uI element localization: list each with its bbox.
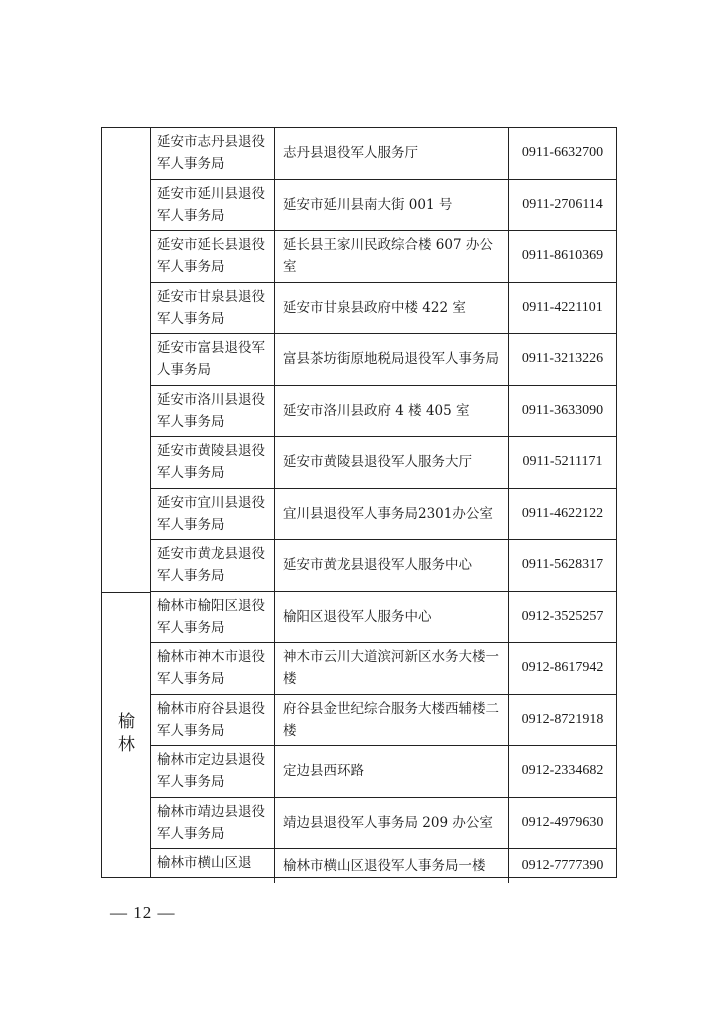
table-row bbox=[151, 540, 616, 592]
phone-cell bbox=[509, 180, 616, 231]
phone-cell-text: 0912-7777390 bbox=[521, 858, 604, 873]
address-cell-text: 延安市洛川县政府 4 楼 405 室 bbox=[283, 402, 470, 419]
phone-cell-text: 0911-5211171 bbox=[522, 454, 603, 470]
table-row bbox=[151, 180, 616, 232]
office-name-cell-text: 延安市富县退役军人事务局 bbox=[157, 340, 265, 378]
address-cell bbox=[275, 798, 509, 849]
phone-cell-text: 0912-8721918 bbox=[521, 711, 604, 727]
phone-cell-text: 0911-4622122 bbox=[521, 505, 604, 521]
phone-cell bbox=[509, 592, 616, 643]
office-name-cell bbox=[151, 643, 275, 694]
office-name-cell-text: 延安市黄陵县退役军人事务局 bbox=[157, 443, 265, 481]
address-cell-text: 神木市云川大道滨河新区水务大楼一楼 bbox=[283, 649, 499, 688]
address-cell-text: 宜川县退役军人事务局2301办公室 bbox=[283, 505, 493, 522]
office-name-cell bbox=[151, 540, 275, 591]
address-cell-text: 靖边县退役军人事务局 209 办公室 bbox=[283, 814, 493, 831]
region-char: 榆 bbox=[118, 712, 135, 732]
table-row bbox=[151, 386, 616, 438]
table-row bbox=[151, 283, 616, 335]
table-row bbox=[151, 128, 616, 180]
address-cell bbox=[275, 540, 509, 591]
office-name-cell bbox=[151, 128, 275, 179]
phone-cell-text: 0912-8617942 bbox=[521, 660, 604, 676]
address-cell bbox=[275, 746, 509, 797]
address-cell-text: 延安市延川县南大街 001 号 bbox=[283, 196, 453, 213]
table-row bbox=[151, 798, 616, 850]
table-rows bbox=[151, 128, 616, 883]
office-name-cell-text: 延安市延川县退役军人事务局 bbox=[157, 185, 265, 224]
phone-cell bbox=[509, 695, 616, 746]
phone-cell bbox=[509, 798, 616, 849]
phone-cell-text: 0911-3213226 bbox=[521, 351, 604, 367]
office-name-cell bbox=[151, 489, 275, 540]
phone-cell-text: 0912-3525257 bbox=[521, 608, 604, 624]
office-name-cell-text: 榆林市榆阳区退役军人事务局 bbox=[157, 597, 265, 636]
phone-cell-text: 0912-4979630 bbox=[521, 814, 604, 830]
phone-cell bbox=[509, 489, 616, 540]
office-name-cell bbox=[151, 746, 275, 797]
office-name-cell-text: 延安市志丹县退役军人事务局 bbox=[157, 134, 265, 172]
office-name-cell bbox=[151, 798, 275, 849]
table-row bbox=[151, 489, 616, 541]
address-cell-text: 富县茶坊街原地税局退役军人事务局 bbox=[283, 351, 499, 368]
address-cell bbox=[275, 386, 509, 437]
region-divider bbox=[102, 592, 151, 593]
address-cell bbox=[275, 334, 509, 385]
table-row bbox=[151, 334, 616, 386]
phone-cell-text: 0911-4221101 bbox=[522, 299, 603, 315]
address-cell-text: 延长县王家川民政综合楼 607 办公室 bbox=[283, 237, 493, 276]
address-cell bbox=[275, 180, 509, 231]
address-cell bbox=[275, 695, 509, 746]
phone-cell-text: 0912-2334682 bbox=[521, 763, 604, 779]
phone-cell bbox=[509, 231, 616, 282]
phone-cell-text: 0911-2706114 bbox=[522, 196, 603, 212]
table-row bbox=[151, 849, 616, 883]
office-name-cell-text: 延安市延长县退役军人事务局 bbox=[157, 237, 265, 275]
office-name-cell-text: 延安市洛川县退役军人事务局 bbox=[157, 391, 265, 430]
page-number: — 12 — bbox=[110, 903, 176, 922]
address-cell bbox=[275, 437, 509, 488]
address-cell bbox=[275, 643, 509, 694]
address-cell bbox=[275, 489, 509, 540]
table-row bbox=[151, 592, 616, 644]
phone-cell bbox=[509, 746, 616, 797]
table-row bbox=[151, 746, 616, 798]
office-name-cell bbox=[151, 283, 275, 334]
phone-cell-text: 0911-3633090 bbox=[521, 402, 604, 418]
phone-cell bbox=[509, 334, 616, 385]
address-cell bbox=[275, 592, 509, 643]
contact-table bbox=[101, 127, 617, 878]
table-row bbox=[151, 643, 616, 695]
phone-cell bbox=[509, 128, 616, 179]
address-cell-text: 府谷县金世纪综合服务大楼西辅楼二楼 bbox=[283, 700, 499, 739]
phone-cell bbox=[509, 386, 616, 437]
phone-cell bbox=[509, 540, 616, 591]
office-name-cell-text: 延安市甘泉县退役军人事务局 bbox=[157, 288, 265, 327]
table-row bbox=[151, 231, 616, 283]
address-cell bbox=[275, 849, 509, 883]
table-row bbox=[151, 437, 616, 489]
office-name-cell-text: 榆林市靖边县退役军人事务局 bbox=[157, 803, 265, 842]
address-cell bbox=[275, 231, 509, 282]
office-name-cell bbox=[151, 849, 275, 883]
office-name-cell bbox=[151, 334, 275, 385]
address-cell bbox=[275, 283, 509, 334]
office-name-cell bbox=[151, 231, 275, 282]
office-name-cell bbox=[151, 386, 275, 437]
office-name-cell bbox=[151, 437, 275, 488]
office-name-cell-text: 榆林市神木市退役军人事务局 bbox=[157, 649, 265, 687]
address-cell-text: 榆阳区退役军人服务中心 bbox=[283, 608, 432, 625]
address-cell-text: 定边县西环路 bbox=[283, 763, 364, 780]
address-cell-text: 延安市黄龙县退役军人服务中心 bbox=[283, 557, 472, 574]
office-name-cell-text: 延安市黄龙县退役军人事务局 bbox=[157, 546, 265, 584]
address-cell bbox=[275, 128, 509, 179]
office-name-cell-text: 延安市宜川县退役军人事务局 bbox=[157, 494, 265, 533]
address-cell-text: 志丹县退役军人服务厅 bbox=[283, 145, 418, 162]
phone-cell bbox=[509, 283, 616, 334]
office-name-cell-text: 榆林市定边县退役军人事务局 bbox=[157, 752, 265, 790]
phone-cell bbox=[509, 849, 616, 883]
phone-cell bbox=[509, 643, 616, 694]
office-name-cell-text: 榆林市府谷县退役军人事务局 bbox=[157, 700, 265, 739]
office-name-cell-text: 榆林市横山区退 bbox=[157, 855, 252, 871]
office-name-cell bbox=[151, 180, 275, 231]
phone-cell-text: 0911-6632700 bbox=[521, 145, 604, 161]
office-name-cell bbox=[151, 592, 275, 643]
address-cell-text: 榆林市横山区退役军人事务局一楼 bbox=[283, 858, 486, 874]
table-row bbox=[151, 695, 616, 747]
office-name-cell bbox=[151, 695, 275, 746]
region-column bbox=[102, 128, 151, 877]
phone-cell-text: 0911-5628317 bbox=[521, 557, 604, 573]
address-cell-text: 延安市黄陵县退役军人服务大厅 bbox=[283, 454, 472, 471]
region-char: 林 bbox=[118, 735, 135, 755]
phone-cell-text: 0911-8610369 bbox=[521, 248, 604, 264]
region-label-yulin bbox=[102, 711, 151, 757]
phone-cell bbox=[509, 437, 616, 488]
address-cell-text: 延安市甘泉县政府中楼 422 室 bbox=[283, 299, 466, 316]
